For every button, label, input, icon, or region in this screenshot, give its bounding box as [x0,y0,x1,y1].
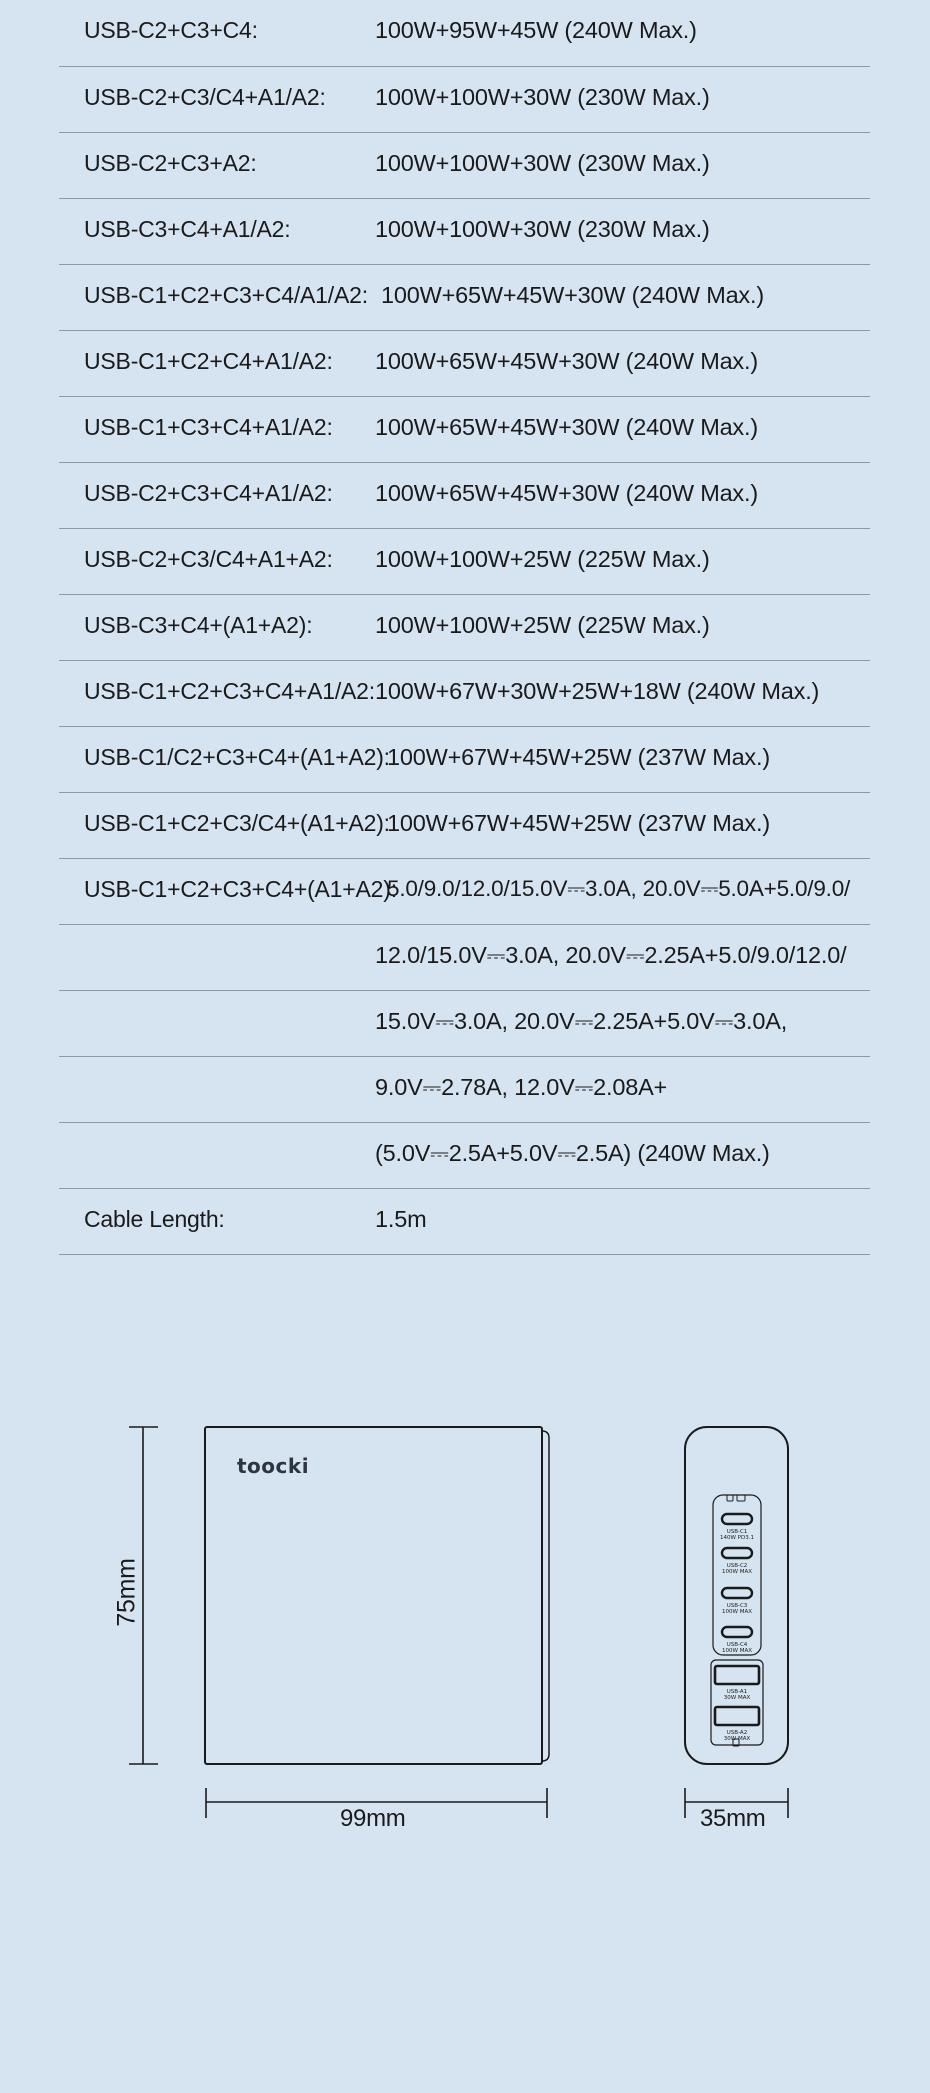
svg-text:USB-C2: USB-C2 [726,1563,748,1569]
spec-value: 100W+65W+45W+30W (240W Max.) [381,282,764,308]
spec-value: 100W+95W+45W (240W Max.) [375,17,697,43]
spec-value: 100W+65W+45W+30W (240W Max.) [375,480,758,506]
svg-text:USB-A2: USB-A2 [726,1730,748,1736]
spec-label: USB-C1+C2+C3+C4+A1/A2: [84,678,375,704]
svg-text:USB-C4: USB-C4 [726,1642,748,1648]
spec-row [59,265,870,331]
spec-value: (5.0V⎓2.5A+5.0V⎓2.5A) (240W Max.) [375,1140,770,1166]
spec-value: 1.5m [375,1206,427,1232]
spec-value: 9.0V⎓2.78A, 12.0V⎓2.08A+ [375,1074,668,1100]
spec-label: USB-C2+C3+A2: [84,150,257,176]
height-label: 75mm [112,1558,141,1627]
spec-label: USB-C1+C2+C3+C4+(A1+A2): [84,876,397,902]
spec-row [59,463,870,529]
spec-row [59,529,870,595]
spec-row [59,1189,870,1255]
svg-text:100W MAX: 100W MAX [722,1609,752,1615]
svg-text:USB-A1: USB-A1 [726,1689,748,1695]
spec-value: 100W+65W+45W+30W (240W Max.) [375,348,758,374]
charger-side-view [685,1427,788,1764]
spec-row [59,727,870,793]
width-label: 99mm [340,1805,406,1832]
spec-value: 15.0V⎓3.0A, 20.0V⎓2.25A+5.0V⎓3.0A, [375,1008,788,1034]
spec-label: USB-C2+C3/C4+A1+A2: [84,546,333,572]
dimension-diagram [0,1380,930,1840]
svg-text:USB-C1: USB-C1 [726,1529,748,1535]
spec-row [59,331,870,397]
svg-text:USB-C3: USB-C3 [726,1603,748,1609]
spec-row [59,1057,870,1123]
spec-label: USB-C3+C4+A1/A2: [84,216,291,242]
spec-value: 100W+100W+30W (230W Max.) [375,150,710,176]
spec-row [59,1123,870,1189]
spec-label: USB-C1+C2+C3+C4/A1/A2: [84,282,368,308]
spec-value: 100W+67W+45W+25W (237W Max.) [387,810,770,836]
spec-row [59,133,870,199]
spec-label: USB-C1/C2+C3+C4+(A1+A2): [84,744,390,770]
spec-label: USB-C2+C3+C4+A1/A2: [84,480,333,506]
svg-text:100W MAX: 100W MAX [722,1569,752,1575]
spec-value: 100W+100W+30W (230W Max.) [375,84,710,110]
spec-label: USB-C2+C3+C4: [84,17,258,43]
spec-label: Cable Length: [84,1206,225,1232]
svg-text:140W PD3.1: 140W PD3.1 [720,1535,754,1541]
spec-row [59,793,870,859]
spec-value: 100W+100W+30W (230W Max.) [375,216,710,242]
spec-value: 100W+67W+45W+25W (237W Max.) [387,744,770,770]
spec-label: USB-C1+C2+C3/C4+(A1+A2): [84,810,390,836]
spec-row [59,925,870,991]
spec-row [59,397,870,463]
spec-value: 100W+65W+45W+30W (240W Max.) [375,414,758,440]
spec-label: USB-C3+C4+(A1+A2): [84,612,313,638]
spec-label: USB-C2+C3/C4+A1/A2: [84,84,326,110]
spec-row [59,67,870,133]
spec-label: USB-C1+C2+C4+A1/A2: [84,348,333,374]
spec-value: 100W+100W+25W (225W Max.) [375,546,710,572]
svg-text:30W MAX: 30W MAX [723,1736,751,1742]
brand-logo: toocki [237,1454,310,1478]
spec-row [59,661,870,727]
svg-text:100W MAX: 100W MAX [722,1648,752,1654]
spec-row [59,859,870,925]
spec-label: USB-C1+C3+C4+A1/A2: [84,414,333,440]
svg-text:30W MAX: 30W MAX [723,1695,751,1701]
spec-row [59,0,870,67]
spec-value: 12.0/15.0V⎓3.0A, 20.0V⎓2.25A+5.0/9.0/12.0/ [375,942,847,968]
spec-value: 5.0/9.0/12.0/15.0V⎓3.0A, 20.0V⎓5.0A+5.0/9.0/ [387,876,851,901]
spec-row [59,991,870,1057]
depth-label: 35mm [700,1805,766,1832]
spec-table [59,0,870,1255]
spec-value: 100W+100W+25W (225W Max.) [375,612,710,638]
spec-value: 100W+67W+30W+25W+18W (240W Max.) [375,678,820,704]
spec-row [59,595,870,661]
spec-row [59,199,870,265]
